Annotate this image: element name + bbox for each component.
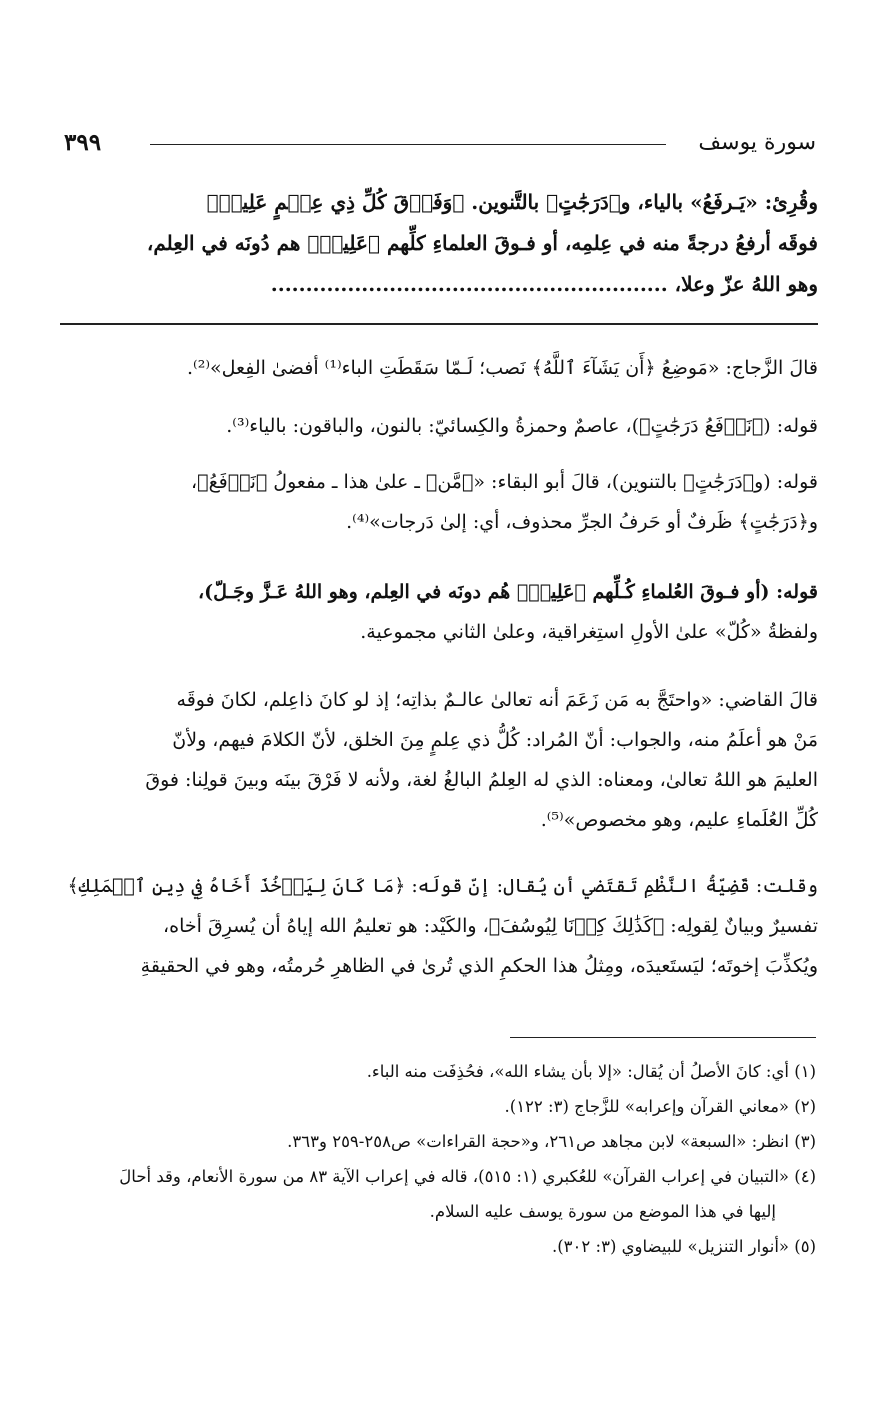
footnote-rule bbox=[510, 1037, 816, 1038]
commentary-line: مَنْ هو أعلَمُ منه، والجواب: أنّ المُراد: كُلُّ ذي عِلمٍ مِنَ الخلق، لأنّ الكلامَ فيهم، ولأنّ bbox=[172, 729, 818, 751]
surah-title: سورة يوسف bbox=[698, 130, 816, 155]
commentary-line: قوله: (و﴿دَرَجَٰتٍ﴾ بالتنوين)، قالَ أبو البقاء: «﴿مَّن﴾ ـ علىٰ هذا ـ مفعولُ ﴿نَرۡفَعُ﴾، bbox=[191, 471, 818, 493]
commentary-line: قالَ القاضي: «واحتَجَّ به مَن زَعَمَ أنه تعالىٰ عالـمٌ بذاتِه؛ إذ لو كانَ ذاعِلم، لكانَ فوقَه bbox=[176, 689, 818, 711]
page-number: ٣٩٩ bbox=[64, 129, 102, 156]
commentary-paragraph-author bbox=[60, 866, 818, 986]
footnote-2: (٢) «معاني القرآن وإعرابه» للزَّجاج (٣: ١٢٢). bbox=[504, 1097, 816, 1116]
commentary-line: و﴿دَرَجَٰتٍ﴾ ظَرفٌ أو حَرفُ الجرِّ محذوف، أي: إلىٰ دَرجات»⁽⁴⁾. bbox=[346, 511, 818, 533]
commentary-line: تفسيرٌ وبيانٌ لِقولِه: ﴿كَذَٰلِكَ كِدۡنَا لِيُوسُفَ﴾، والكَيْد: هو تعليمُ الله إياهُ أن يُسرِقَ أخاه، bbox=[163, 915, 818, 937]
main-text-line: وهو اللهُ عزّ وعلا، ......................................................... bbox=[270, 272, 818, 296]
commentary-line: قوله: (أو فـوقَ العُلماءِ كُـلِّهم ﴿عَلِيمٞ﴾ هُم دونَه في العِلم، وهو اللهُ عَـزَّ وجَـلّ)، bbox=[198, 581, 818, 603]
commentary-line: كُلِّ العُلَماءِ عليم، وهو مخصوص»⁽⁵⁾. bbox=[540, 809, 818, 831]
commentary-line: قالَ الزَّجاج: «مَوضِعُ ﴿أَن يَشَآءَ ٱللَّهُ﴾ نَصب؛ لَـمّا سَقَطَتِ الباء⁽¹⁾ أفضىٰ الفِعل»⁽²⁾. bbox=[187, 357, 818, 379]
footnote-1: (١) أي: كانَ الأصلُ أن يُقال: «إلا بأن يشاء الله»، فحُذِفَت منه الباء. bbox=[366, 1062, 816, 1081]
main-text-line: وقُرِئ: «يَـرفَعُ» بالياء، و﴿دَرَجَٰتٍ﴾ بالتَّنوين. ﴿وَفَوۡقَ كُلِّ ذِي عِلۡمٍ عَلِيمٞ﴾ bbox=[206, 190, 818, 214]
commentary-line: العليمَ هو اللهُ تعالىٰ، ومعناه: الذي له العِلمُ البالغُ لغة، ولأنه لا فَرْقَ بينَه وبينَ قولِنا: فوقَ bbox=[145, 769, 818, 791]
footnote-5: (٥) «أنوار التنزيل» للبيضاوي (٣: ٣٠٢). bbox=[551, 1237, 816, 1256]
commentary-paragraph-abu-baqa bbox=[60, 462, 818, 542]
header-rule bbox=[150, 144, 666, 145]
page-header bbox=[64, 128, 816, 162]
main-text-divider bbox=[60, 323, 818, 325]
commentary-line: ويُكذِّبَ إخوتَه؛ ليَستَعيدَه، ومِثلُ هذا الحكمِ الذي تُرىٰ في الظاهرِ حُرمتُه، وهو في الحقيقةِ bbox=[140, 955, 818, 977]
commentary-line: ولفظةُ «كُلّ» علىٰ الأولِ استِغراقية، وعلىٰ الثاني مجموعية. bbox=[360, 621, 818, 643]
footnote-4: (٤) «التبيان في إعراب القرآن» للعُكبري (١: ٥١٥)، قاله في إعراب الآية ٨٣ من سورة الأنعام، وقد أحالَ bbox=[119, 1167, 816, 1186]
commentary-paragraph-zajjaj bbox=[60, 348, 818, 388]
footnotes bbox=[60, 1054, 816, 1264]
commentary-line: قوله: (﴿نَرۡفَعُ دَرَجَٰتٍ﴾)، عاصمٌ وحمزةُ والكِسائيّ: بالنون، والباقون: بالياء⁽³⁾. bbox=[226, 415, 818, 437]
commentary-paragraph-readings bbox=[60, 406, 818, 446]
main-text-line: فوقَه أرفعُ درجةً منه في عِلمِه، أو فـوقَ العلماءِ كلِّهم ﴿عَلِيمٞ﴾ هم دُونَه في العِلم، bbox=[146, 231, 818, 255]
commentary-paragraph-ulama bbox=[60, 572, 818, 652]
main-tafsir-text bbox=[60, 182, 818, 305]
commentary-paragraph-qadi bbox=[60, 680, 818, 840]
footnote-4-continued: إليها في هذا الموضع من سورة يوسف عليه السلام. bbox=[429, 1202, 776, 1221]
commentary-line: وقلت: قَضِيّةُ النَّظْمِ تَقتَضي أن يُقال: إنّ قولَه: ﴿مَا كَانَ لِيَأۡخُذَ أَخَاهُ فِي دِينِ ٱلۡمَلِكِ﴾ bbox=[67, 875, 818, 897]
footnote-3: (٣) انظر: «السبعة» لابن مجاهد ص٢٦١، و«حجة القراءات» ص٢٥٨-٢٥٩ و٣٦٣. bbox=[287, 1132, 816, 1151]
